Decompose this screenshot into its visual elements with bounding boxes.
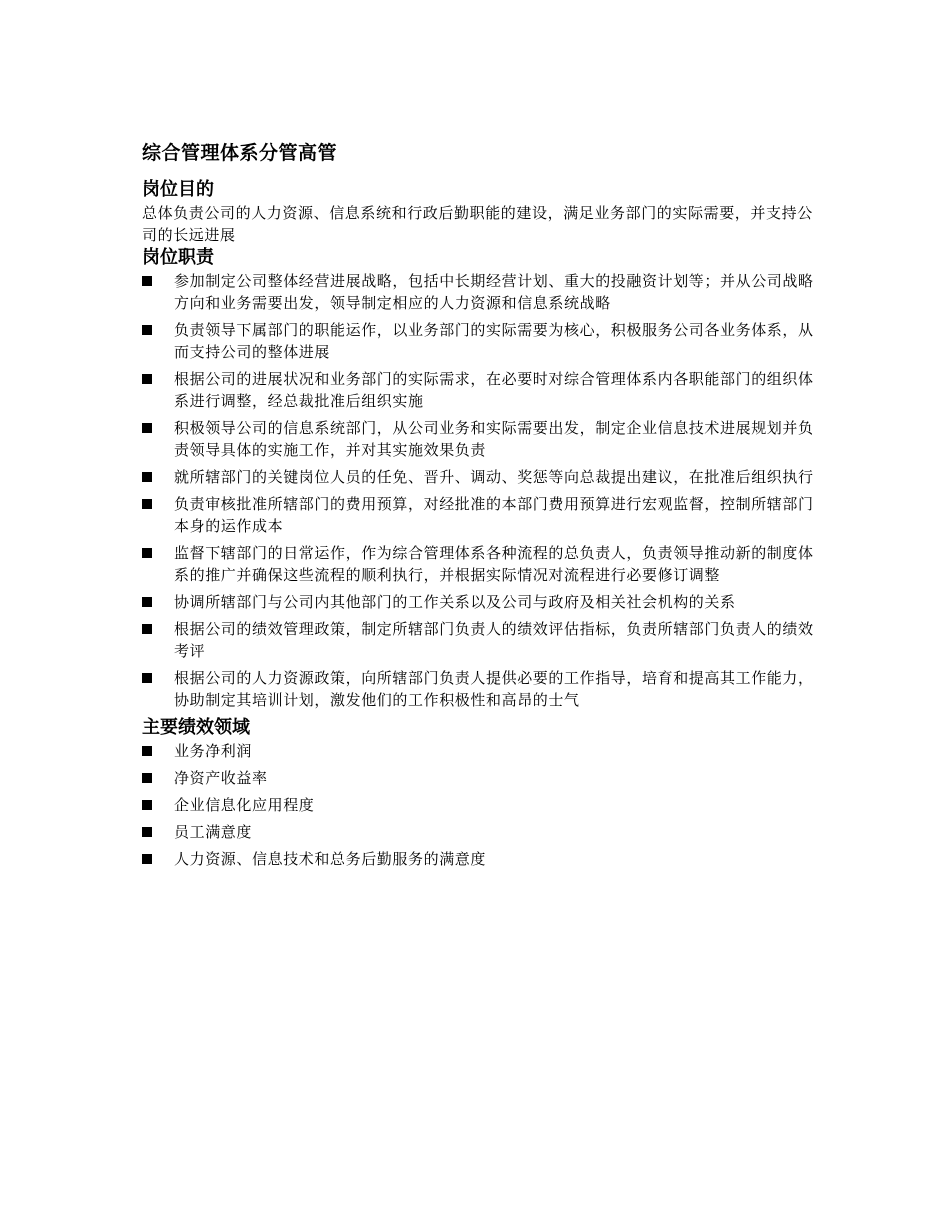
document-title: 综合管理体系分管高管 (142, 142, 338, 164)
kpi-item-text: 企业信息化应用程度 (174, 796, 315, 814)
duty-item (142, 466, 822, 488)
square-bullet-icon (142, 276, 152, 286)
square-bullet-icon (142, 827, 152, 837)
kpi-list (142, 740, 822, 870)
square-bullet-icon (142, 624, 152, 634)
duty-item (142, 591, 822, 613)
duties-heading: 岗位职责 (142, 247, 214, 268)
kpi-item (142, 848, 822, 870)
square-bullet-icon (142, 548, 152, 558)
duty-item (142, 417, 822, 461)
duty-item (142, 667, 822, 711)
duty-item-text: 根据公司的进展状况和业务部门的实际需求，在必要时对综合管理体系内各职能部门的组织体系进行调整，经总裁批准后组织实施 (174, 370, 814, 410)
purpose-text: 总体负责公司的人力资源、信息系统和行政后勤职能的建设，满足业务部门的实际需要，并支持公司的长远进展 (142, 204, 813, 244)
duty-item-text: 监督下辖部门的日常运作，作为综合管理体系各种流程的总负责人，负责领导推动新的制度体系的推广并确保这些流程的顺利执行，并根据实际情况对流程进行必要修订调整 (174, 544, 814, 584)
duty-item-text: 根据公司的人力资源政策，向所辖部门负责人提供必要的工作指导，培育和提高其工作能力，协助制定其培训计划，激发他们的工作积极性和高昂的士气 (174, 669, 814, 709)
duty-item-text: 根据公司的绩效管理政策，制定所辖部门负责人的绩效评估指标，负责所辖部门负责人的绩效考评 (174, 620, 814, 660)
square-bullet-icon (142, 597, 152, 607)
kpi-item (142, 794, 822, 816)
square-bullet-icon (142, 773, 152, 783)
kpi-item-text: 员工满意度 (174, 823, 253, 841)
square-bullet-icon (142, 673, 152, 683)
duty-item (142, 493, 822, 537)
square-bullet-icon (142, 746, 152, 756)
duty-item (142, 319, 822, 363)
kpi-item-text: 人力资源、信息技术和总务后勤服务的满意度 (174, 850, 487, 868)
duty-item-text: 就所辖部门的关键岗位人员的任免、晋升、调动、奖惩等向总裁提出建议，在批准后组织执行 (174, 468, 814, 486)
square-bullet-icon (142, 854, 152, 864)
duty-item (142, 270, 822, 314)
square-bullet-icon (142, 423, 152, 433)
square-bullet-icon (142, 325, 152, 335)
kpi-item (142, 767, 822, 789)
duty-item-text: 协调所辖部门与公司内其他部门的工作关系以及公司与政府及相关社会机构的关系 (174, 593, 736, 611)
purpose-heading: 岗位目的 (142, 179, 214, 200)
kpi-item-text: 业务净利润 (174, 742, 253, 760)
kpi-item (142, 821, 822, 843)
duty-item (142, 618, 822, 662)
kpi-item-text: 净资产收益率 (174, 769, 268, 787)
duty-item (142, 542, 822, 586)
square-bullet-icon (142, 800, 152, 810)
square-bullet-icon (142, 499, 152, 509)
square-bullet-icon (142, 472, 152, 482)
kpi-heading: 主要绩效领域 (142, 717, 250, 738)
kpi-item (142, 740, 822, 762)
duty-item (142, 368, 822, 412)
document-page (142, 140, 822, 875)
square-bullet-icon (142, 374, 152, 384)
duties-list (142, 270, 822, 711)
duty-item-text: 负责审核批准所辖部门的费用预算，对经批准的本部门费用预算进行宏观监督，控制所辖部门本身的运作成本 (174, 495, 814, 535)
duty-item-text: 负责领导下属部门的职能运作，以业务部门的实际需要为核心，积极服务公司各业务体系，从而支持公司的整体进展 (174, 321, 814, 361)
duty-item-text: 参加制定公司整体经营进展战略，包括中长期经营计划、重大的投融资计划等；并从公司战略方向和业务需要出发，领导制定相应的人力资源和信息系统战略 (174, 272, 814, 312)
duty-item-text: 积极领导公司的信息系统部门，从公司业务和实际需要出发，制定企业信息技术进展规划并负责领导具体的实施工作，并对其实施效果负责 (174, 419, 814, 459)
